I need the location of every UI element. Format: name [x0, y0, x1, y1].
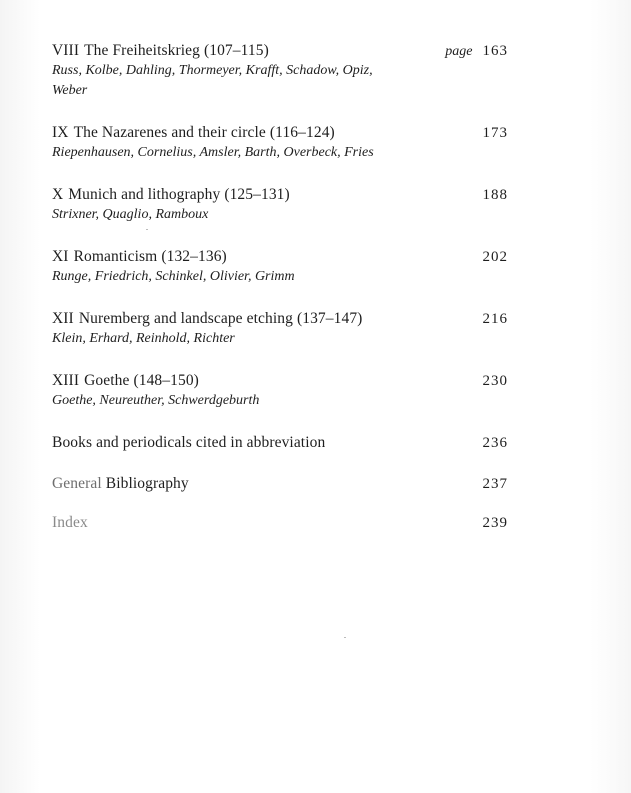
entry-title: Books and periodicals cited in abbreviation [52, 434, 326, 451]
entry-page: 236 [482, 435, 508, 451]
entry-page: 188 [482, 187, 508, 203]
entry-title: X Munich and lithography (125–131) [52, 186, 290, 203]
toc-entry-x[interactable] [52, 186, 508, 225]
entry-number: X [52, 186, 64, 203]
entry-range: (116–124) [269, 124, 335, 141]
toc-entry-abbreviations[interactable] [52, 434, 508, 452]
entry-number: XIII [52, 372, 80, 389]
entry-artists: Goethe, Neureuther, Schwerdgeburth [52, 393, 260, 408]
entry-page: 173 [482, 125, 508, 141]
entry-number: XI [52, 248, 69, 265]
entry-page: page 163 [445, 43, 508, 59]
toc-entry-xi[interactable] [52, 248, 508, 287]
entry-title: IX The Nazarenes and their circle (116–124) [52, 124, 335, 141]
entry-number: VIII [52, 42, 80, 59]
toc-entry-bibliography[interactable] [52, 475, 508, 493]
entry-title: General Bibliography [52, 475, 189, 492]
entry-artists: Runge, Friedrich, Schinkel, Olivier, Grimm [52, 269, 295, 284]
entry-page: 202 [482, 249, 508, 265]
entry-artists: Russ, Kolbe, Dahling, Thormeyer, Krafft, Schadow, Opiz, Weber [52, 63, 373, 98]
entry-title: XII Nuremberg and landscape etching (137–147) [52, 310, 363, 327]
entry-artists: Riepenhausen, Cornelius, Amsler, Barth, Overbeck, Fries [52, 145, 374, 160]
entry-range: (148–150) [133, 372, 199, 389]
toc-entry-ix[interactable] [52, 124, 508, 163]
entry-page: 239 [482, 515, 508, 531]
entry-title: XIII Goethe (148–150) [52, 372, 199, 389]
entry-page: 237 [482, 476, 508, 492]
entry-artists: Strixner, Quaglio, Ramboux [52, 207, 209, 222]
entry-number: IX [52, 124, 69, 141]
entry-title: VIII The Freiheitskrieg (107–115) [52, 42, 269, 59]
toc-entry-viii[interactable] [52, 42, 508, 101]
entry-title: XI Romanticism (132–136) [52, 248, 227, 265]
entry-number: XII [52, 310, 74, 327]
entry-range: (137–147) [296, 310, 363, 327]
toc-entry-xiii[interactable] [52, 372, 508, 411]
toc-entry-index[interactable] [52, 514, 508, 532]
entry-range: (107–115) [203, 42, 269, 59]
entry-artists: Klein, Erhard, Reinhold, Richter [52, 331, 235, 346]
entry-range: (125–131) [224, 186, 290, 203]
entry-page: 216 [482, 311, 508, 327]
toc-entry-xii[interactable] [52, 310, 508, 349]
entry-page: 230 [482, 373, 508, 389]
entry-title: Index [52, 514, 88, 531]
scan-speck [146, 229, 148, 230]
page-label: page [445, 44, 473, 59]
entry-range: (132–136) [161, 248, 227, 265]
scan-speck [344, 637, 346, 638]
